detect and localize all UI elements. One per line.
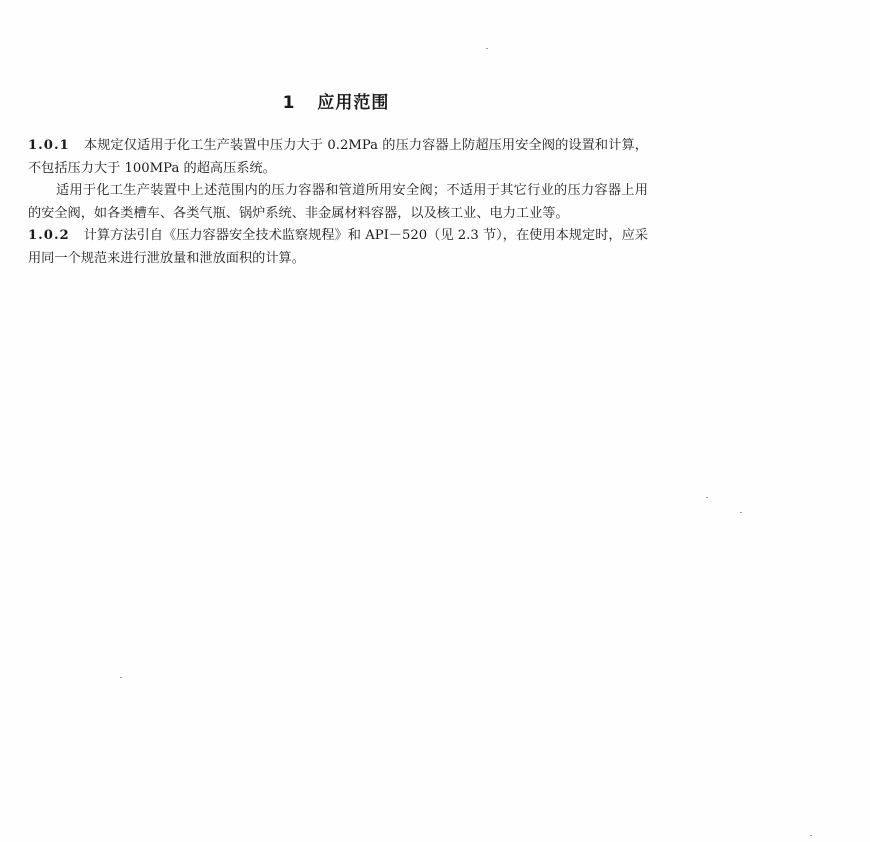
clause-1-0-1 [28, 135, 648, 180]
section-title: 应用范围 [317, 93, 390, 113]
clause-text: 本规定仅适用于化工生产装置中压力大于 0.2MPa 的压力容器上防超压用安全阀的设置和计算，不包括压力大于 100MPa 的超高压系统。 [28, 138, 648, 176]
clause-number: 1.0.1 [28, 138, 70, 153]
section-heading [0, 88, 672, 113]
clause-number: 1.0.2 [28, 228, 70, 243]
scan-speck [706, 497, 708, 498]
clause-1-0-2 [28, 225, 648, 270]
clause-text: 计算方法引自《压力容器安全技术监察规程》和 API－520（见 2.3 节），在使用本规定时，应采用同一个规范来进行泄放量和泄放面积的计算。 [28, 228, 648, 266]
clause-1-0-1-continuation [28, 180, 648, 225]
scan-speck [120, 677, 122, 678]
scan-speck [740, 512, 742, 513]
scan-speck [810, 835, 812, 836]
clause-text: 适用于化工生产装置中上述范围内的压力容器和管道所用安全阀；不适用于其它行业的压力容器上用的安全阀，如各类槽车、各类气瓶、锅炉系统、非金属材料容器，以及核工业、电力工业等。 [28, 183, 648, 221]
section-number: 1 [282, 93, 296, 113]
scan-speck [486, 48, 488, 49]
document-body [28, 135, 648, 270]
